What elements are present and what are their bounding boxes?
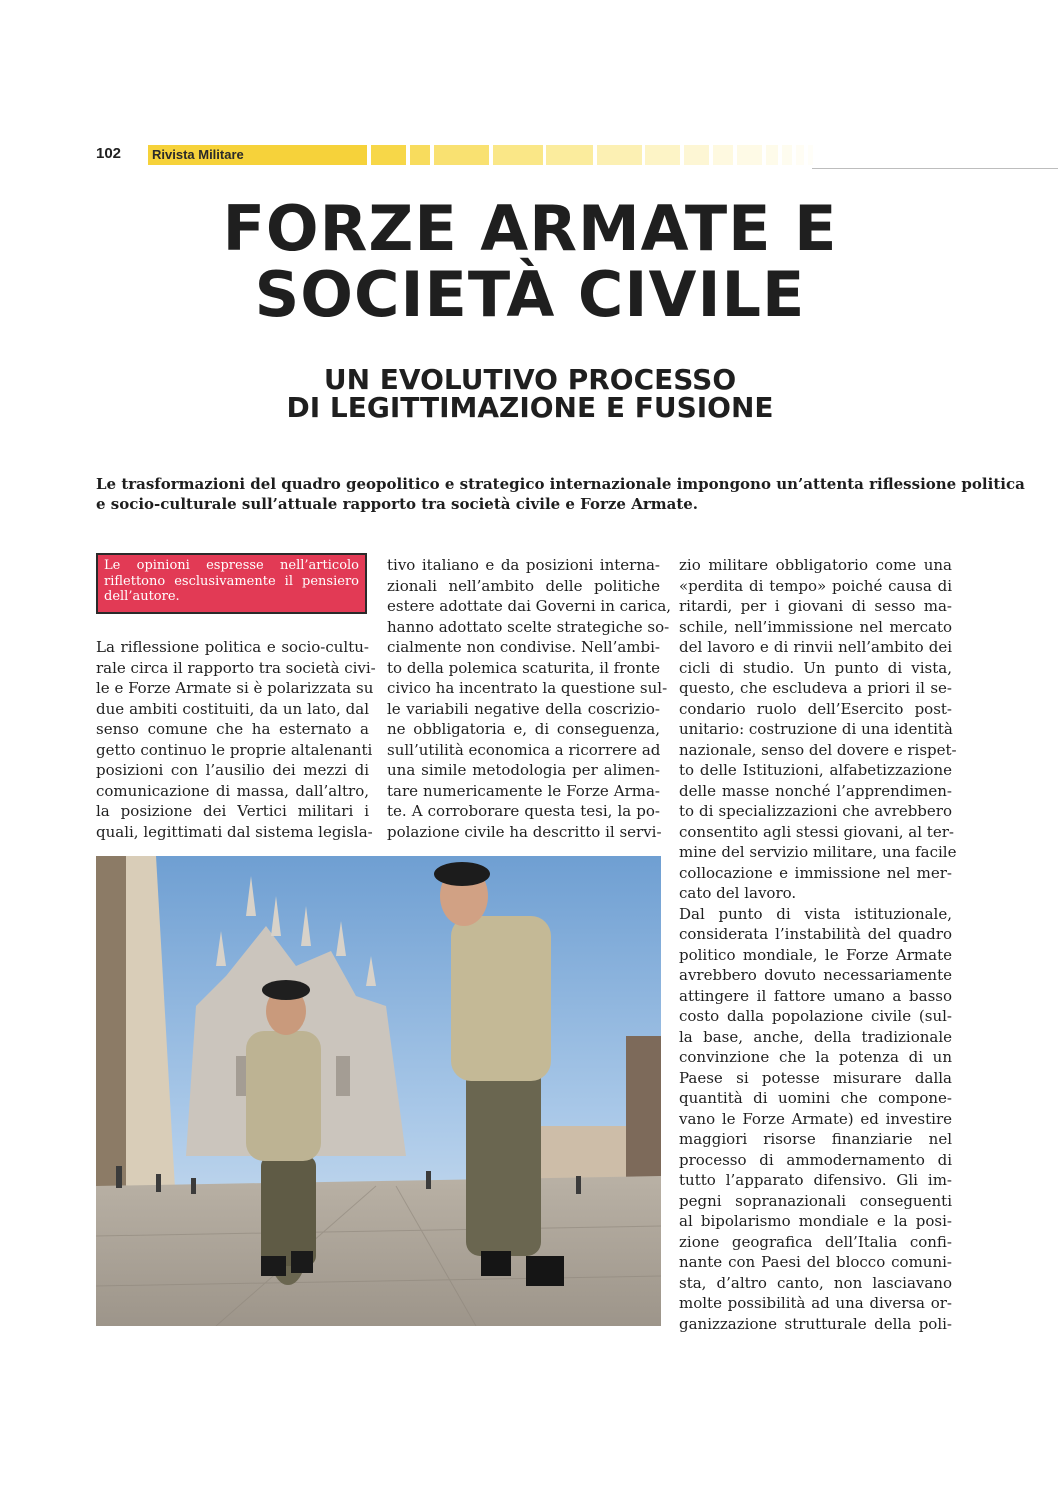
body-line: to della polemica scaturita, il fronte bbox=[387, 658, 660, 677]
body-line: schile, nell’immissione nel mercato bbox=[679, 617, 952, 636]
body-column-3 bbox=[679, 555, 957, 1334]
body-line: posizioni con l’ausilio dei mezzi di bbox=[96, 761, 369, 779]
body-line: hanno adottato scelte strategiche so- bbox=[387, 617, 670, 636]
body-line: due ambiti costituiti, da un lato, dal bbox=[96, 699, 369, 718]
body-line: cato del lavoro. bbox=[679, 884, 797, 902]
title-line: SOCIETÀ CIVILE bbox=[254, 258, 806, 331]
magazine-name: Rivista Militare bbox=[152, 147, 244, 162]
body-line: to delle Istituzioni, alfabetizzazione bbox=[679, 761, 952, 779]
body-line: del lavoro e di rinvii nell’ambito dei bbox=[679, 638, 952, 656]
article-photo bbox=[96, 856, 661, 1326]
body-line: Dal punto di vista istituzionale, bbox=[679, 904, 952, 923]
disclaimer-line: riflettono esclusivamente il pensiero bbox=[104, 573, 359, 589]
body-line: zio militare obbligatorio come una bbox=[679, 556, 952, 574]
body-line: cicli di studio. Un punto di vista, bbox=[679, 658, 952, 677]
lead-line: e socio-culturale sull’attuale rapporto tra società civile e Forze Armate. bbox=[96, 495, 699, 513]
disclaimer-box bbox=[96, 553, 367, 614]
body-line: zione geografica dell’Italia confi- bbox=[679, 1232, 952, 1251]
body-line: ganizzazione strutturale della poli- bbox=[679, 1314, 952, 1333]
body-line: convinzione che la potenza di un bbox=[679, 1048, 952, 1066]
body-line: consentito agli stessi giovani, al ter- bbox=[679, 822, 954, 841]
body-line: condario ruolo dell’Esercito post- bbox=[679, 699, 952, 718]
body-line: una simile metodologia per alimen- bbox=[387, 761, 660, 779]
disclaimer-line: Le opinioni espresse nell’articolo bbox=[104, 558, 359, 573]
body-line: Paese si potesse misurare dalla bbox=[679, 1068, 952, 1087]
body-line: la posizione dei Vertici militari i bbox=[96, 802, 369, 820]
body-line: nante con Paesi del blocco comuni- bbox=[679, 1253, 952, 1271]
body-line: zionali nell’ambito delle politiche bbox=[387, 576, 660, 595]
body-line: senso comune che ha esternato a bbox=[96, 720, 369, 738]
body-line: La riflessione politica e socio-cultu- bbox=[96, 638, 369, 656]
body-line: sta, d’altro canto, non lasciavano bbox=[679, 1273, 952, 1292]
body-line: nazionale, senso del dovere e rispet- bbox=[679, 740, 957, 759]
page-number: 102 bbox=[96, 145, 122, 162]
body-line: avrebbero dovuto necessariamente bbox=[679, 966, 952, 984]
body-line: maggiori risorse finanziarie nel bbox=[679, 1130, 952, 1148]
body-line: tivo italiano e da posizioni interna- bbox=[387, 556, 660, 574]
body-column-2 bbox=[387, 555, 672, 842]
body-line: comunicazione di massa, dall’altro, bbox=[96, 781, 369, 800]
body-line: ne obbligatoria e, di conseguenza, bbox=[387, 720, 660, 738]
body-line: le variabili negative della coscrizio- bbox=[387, 699, 660, 718]
body-line: costo dalla popolazione civile (sul- bbox=[679, 1007, 952, 1025]
body-line: estere adottate dai Governi in carica, bbox=[387, 597, 672, 615]
lead-paragraph bbox=[96, 474, 1025, 514]
article-title bbox=[80, 192, 980, 331]
body-line: tare numericamente le Forze Arma- bbox=[387, 781, 660, 800]
body-line: considerata l’instabilità del quadro bbox=[679, 925, 952, 943]
body-line: attingere il fattore umano a basso bbox=[679, 986, 952, 1005]
body-line: al bipolarismo mondiale e la posi- bbox=[679, 1212, 952, 1230]
body-line: unitario: costruzione di una identità bbox=[679, 720, 953, 738]
disclaimer-line: dell’autore. bbox=[104, 589, 180, 604]
body-line: la base, anche, della tradizionale bbox=[679, 1027, 952, 1046]
body-line: molte possibilità ad una diversa or- bbox=[679, 1294, 952, 1312]
body-line: vano le Forze Armate) ed investire bbox=[679, 1109, 952, 1128]
body-line: quali, legittimati dal sistema legisla- bbox=[96, 822, 373, 841]
body-line: rale circa il rapporto tra società civi- bbox=[96, 658, 376, 677]
body-line: quantità di uomini che compone- bbox=[679, 1089, 952, 1107]
body-line: polazione civile ha descritto il servi- bbox=[387, 822, 662, 841]
body-line: collocazione e immissione nel mer- bbox=[679, 863, 952, 882]
body-line: getto continuo le proprie altalenanti bbox=[96, 740, 373, 759]
body-line: processo di ammodernamento di bbox=[679, 1150, 952, 1169]
article-subtitle bbox=[80, 363, 980, 424]
body-line: sull’utilità economica a ricorrere ad bbox=[387, 740, 661, 759]
body-line: mine del servizio militare, una facile bbox=[679, 843, 957, 861]
body-line: civico ha incentrato la questione sul- bbox=[387, 679, 668, 697]
body-line: tutto l’apparato difensivo. Gli im- bbox=[679, 1171, 952, 1189]
body-line: le e Forze Armate si è polarizzata su bbox=[96, 679, 374, 697]
body-line: delle masse nonché l’apprendimen- bbox=[679, 781, 952, 800]
title-line: FORZE ARMATE E bbox=[222, 192, 838, 265]
body-line: politico mondiale, le Forze Armate bbox=[679, 945, 952, 964]
header-strip bbox=[148, 145, 813, 165]
body-line: questo, che escludeva a priori il se- bbox=[679, 679, 952, 697]
body-line: te. A corroborare questa tesi, la po- bbox=[387, 802, 660, 820]
body-column-1 bbox=[96, 637, 376, 842]
subtitle-line: DI LEGITTIMAZIONE E FUSIONE bbox=[286, 391, 774, 424]
body-line: pegni sopranazionali conseguenti bbox=[679, 1191, 952, 1210]
header-rule bbox=[812, 168, 1058, 169]
subtitle-line: UN EVOLUTIVO PROCESSO bbox=[323, 363, 737, 396]
lead-line: Le trasformazioni del quadro geopolitico e strategico internazionale impongono un’attenta riflessione politica bbox=[96, 475, 1025, 493]
body-line: «perdita di tempo» poiché causa di bbox=[679, 576, 952, 595]
body-line: ritardi, per i giovani di sesso ma- bbox=[679, 597, 952, 615]
body-line: cialmente non condivise. Nell’ambi- bbox=[387, 638, 660, 656]
body-line: to di specializzazioni che avrebbero bbox=[679, 802, 952, 820]
